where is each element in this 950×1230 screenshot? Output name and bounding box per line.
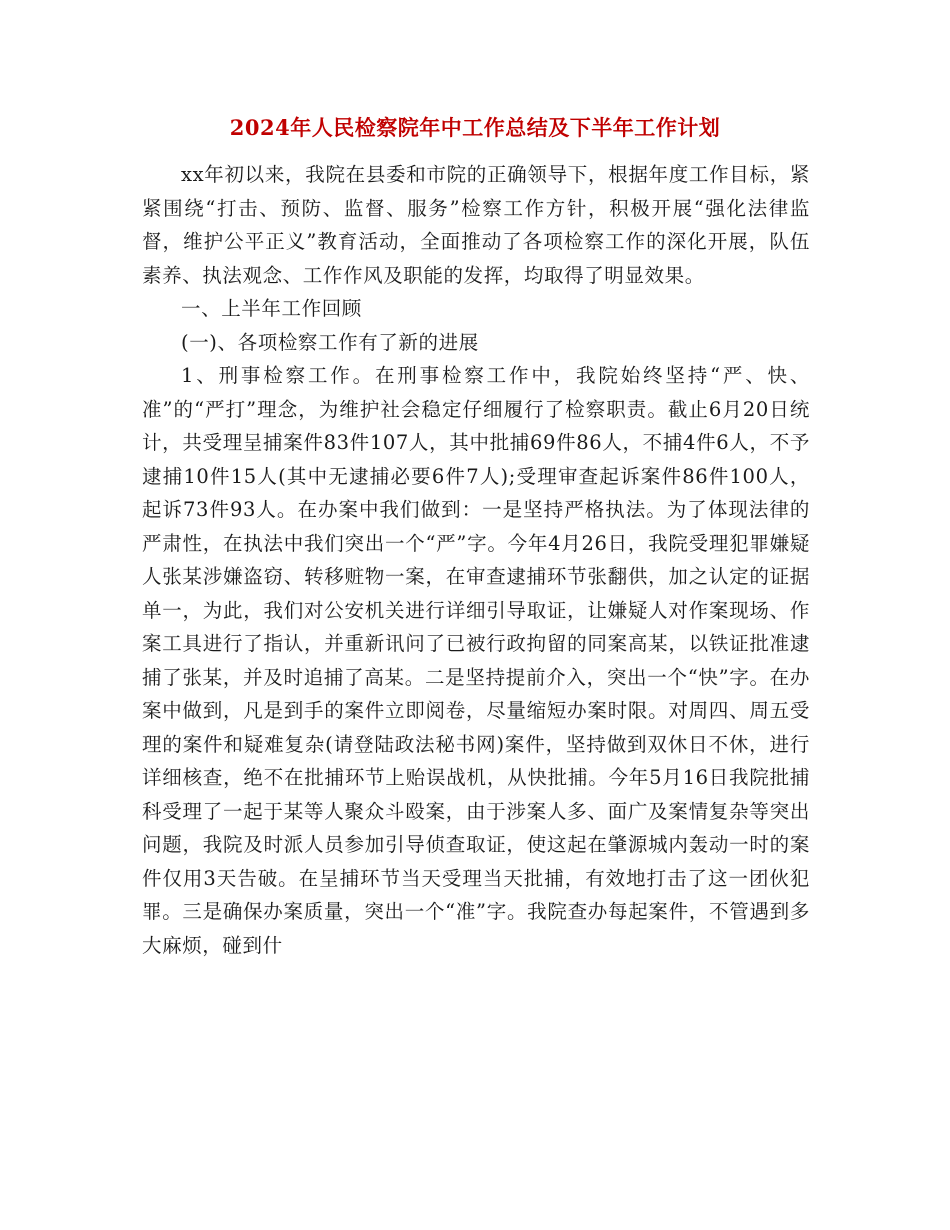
subsection-heading-progress: (一)、各项检察工作有了新的进展 xyxy=(181,330,479,354)
document-title: 2024年人民检察院年中工作总结及下半年工作计划 xyxy=(229,115,721,140)
criminal-prosecution-paragraph: 1、刑事检察工作。在刑事检察工作中，我院始终坚持“严、快、准”的“严打”理念，为维护社会稳定仔细履行了检察职责。截止6月20日统计，共受理呈捕案件83件107人，其中批捕69件86人，不捕4件6人，不予逮捕10件15人(其中无逮捕必要6件7人);受理审查起诉案件86件100人，起诉73件93人。在办案中我们做到：一是坚持严格执法。为了体现法律的严肃性，在执法中我们突出一个“严”字。今年4月26日，我院受理犯罪嫌疑人张某涉嫌盗窃、转移赃物一案，在审查逮捕环节张翻供，加之认定的证据单一，为此，我们对公安机关进行详细引导取证，让嫌疑人对作案现场、作案工具进行了指认，并重新讯问了已被行政拘留的同案高某，以铁证批准逮捕了张某，并及时追捕了高某。二是坚持提前介入，突出一个“快”字。在办案中做到，凡是到手的案件立即阅卷，尽量缩短办案时限。对周四、周五受理的案件和疑难复杂(请登陆政法秘书网)案件，坚持做到双休日不休，进行详细核查，绝不在批捕环节上贻误战机，从快批捕。今年5月16日我院批捕科受理了一起于某等人聚众斗殴案，由于涉案人多、面广及案情复杂等突出问题，我院及时派人员参加引导侦查取证，使这起在肇源城内轰动一时的案件仅用3天告破。在呈捕环节当天受理当天批捕，有效地打击了这一团伙犯罪。三是确保办案质量，突出一个“准”字。我院查办每起案件，不管遇到多大麻烦，碰到什 xyxy=(142,364,810,957)
section-heading-review: 一、上半年工作回顾 xyxy=(181,297,362,320)
intro-paragraph: xx年初以来，我院在县委和市院的正确领导下，根据年度工作目标，紧紧围绕“打击、预防、监督、服务”检察工作方针，积极开展“强化法律监督，维护公平正义”教育活动，全面推动了各项检察工作的深化开展，队伍素养、执法观念、工作作风及职能的发挥，均取得了明显效果。 xyxy=(142,163,810,287)
document-body xyxy=(142,158,810,962)
